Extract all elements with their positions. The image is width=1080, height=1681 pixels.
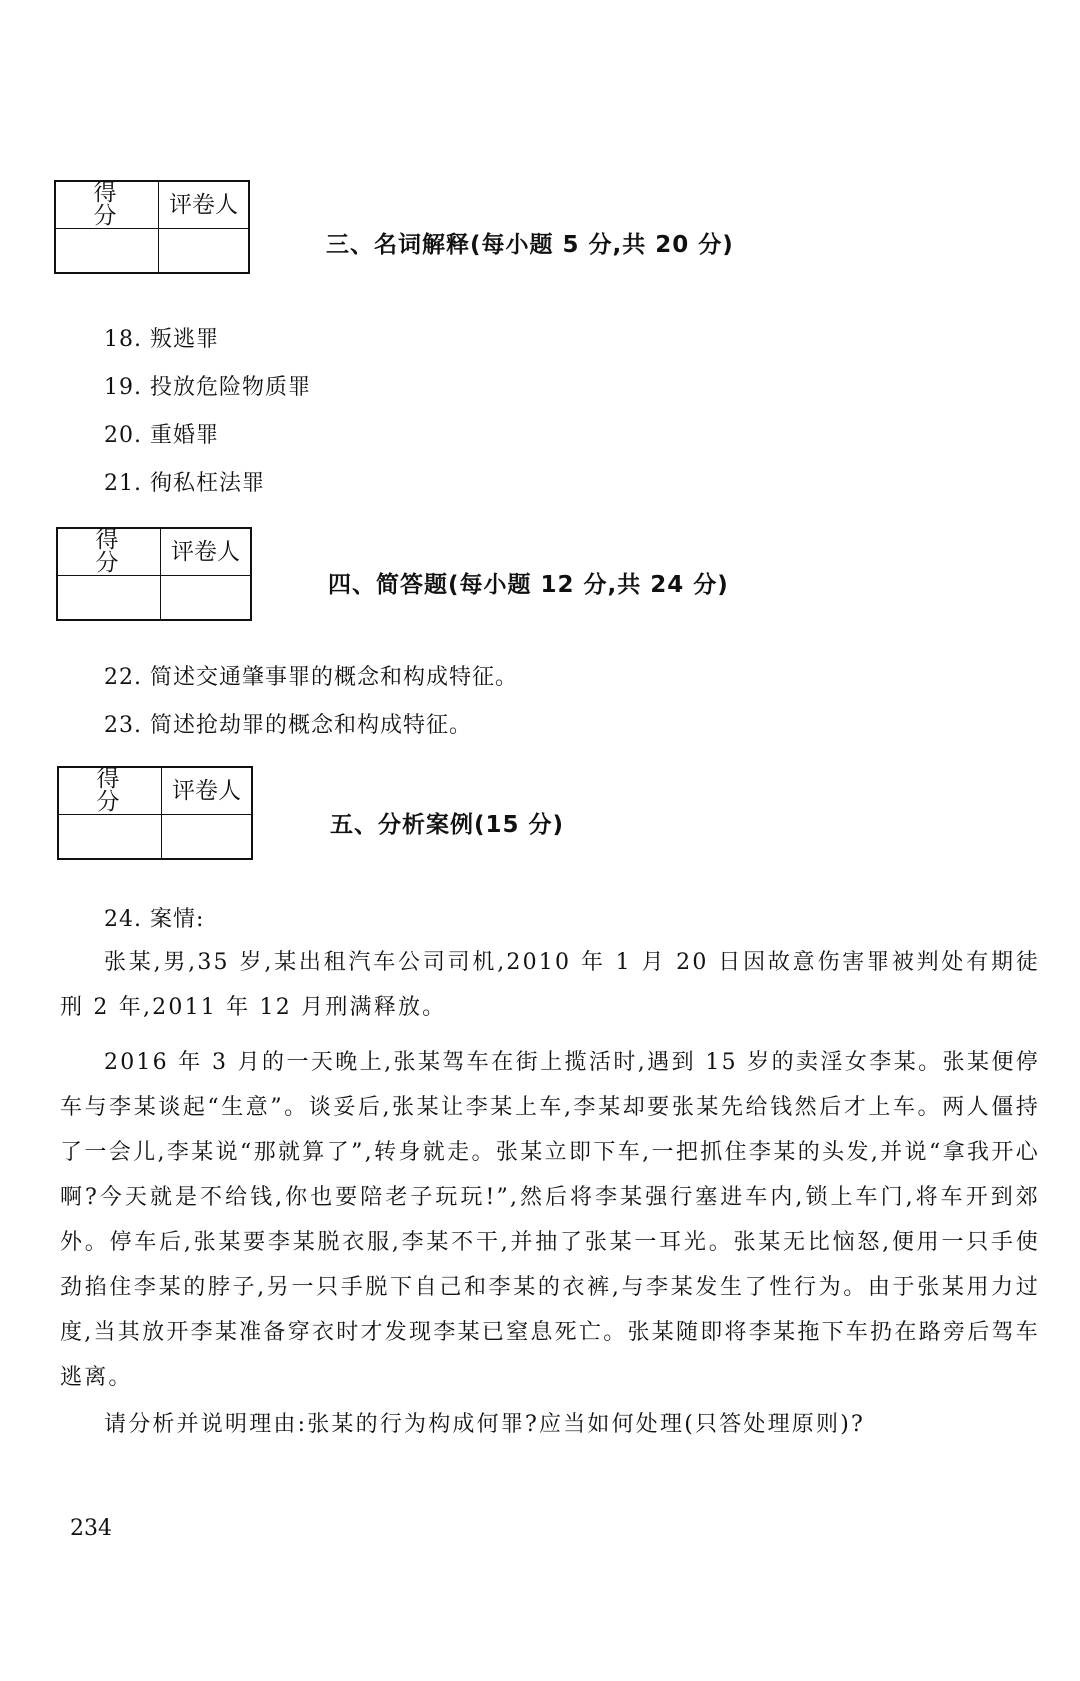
score-cell — [58, 815, 162, 860]
section-5-title: 五、分析案例(15 分) — [330, 812, 565, 838]
question-18: 18. 叛逃罪 — [104, 327, 219, 352]
case-paragraph-2: 2016 年 3 月的一天晚上,张某驾车在街上揽活时,遇到 15 岁的卖淫女李某。张某便停车与李某谈起“生意”。谈妥后,张某让李某上车,李某却要张某先给钱然后才上车。两人僵持了一会儿,李某说“那就算了”,转身就走。张某立即下车,一把抓住李某的头发,并说“拿我开心啊?今天就是不给钱,你也要陪老子玩玩!”,然后将李某强行塞进车内,锁上车门,将车开到郊外。停车后,张某要李某脱衣服,李某不干,并抽了张某一耳光。张某无比恼怒,便用一只手使劲掐住李某的脖子,另一只手脱下自己和李某的衣裤,与李某发生了性行为。由于张某用力过度,当其放开李某准备穿衣时才发现李某已窒息死亡。张某随即将李某拖下车扔在路旁后驾车逃离。 — [60, 1050, 1040, 1390]
grader-label: 评卷人 — [161, 528, 251, 576]
question-23: 23. 简述抢劫罪的概念和构成特征。 — [104, 713, 472, 738]
question-21: 21. 徇私枉法罪 — [104, 471, 265, 496]
section-3-title: 三、名词解释(每小题 5 分,共 20 分) — [326, 232, 734, 258]
grader-label: 评卷人 — [162, 767, 252, 815]
grader-cell — [162, 815, 252, 860]
score-label: 得 分 — [58, 767, 162, 815]
question-24: 24. 案情: — [104, 907, 205, 932]
section-4-title: 四、简答题(每小题 12 分,共 24 分) — [328, 572, 729, 598]
question-20: 20. 重婚罪 — [104, 423, 219, 448]
question-22: 22. 简述交通肇事罪的概念和构成特征。 — [104, 665, 518, 690]
grader-label: 评卷人 — [159, 181, 249, 229]
page-number: 234 — [70, 1516, 112, 1541]
score-cell — [55, 229, 159, 274]
question-19: 19. 投放危险物质罪 — [104, 375, 311, 400]
score-table-section-5 — [57, 766, 253, 860]
grader-cell — [159, 229, 249, 274]
score-table-section-3 — [54, 180, 250, 274]
score-table-section-4 — [56, 527, 252, 621]
case-question: 请分析并说明理由:张某的行为构成何罪?应当如何处理(只答处理原则)? — [104, 1412, 865, 1437]
grader-cell — [161, 576, 251, 621]
case-paragraph-1: 张某,男,35 岁,某出租汽车公司司机,2010 年 1 月 20 日因故意伤害罪被判处有期徒刑 2 年,2011 年 12 月刑满释放。 — [60, 950, 1040, 1020]
score-label: 得 分 — [57, 528, 161, 576]
score-label: 得 分 — [55, 181, 159, 229]
score-cell — [57, 576, 161, 621]
